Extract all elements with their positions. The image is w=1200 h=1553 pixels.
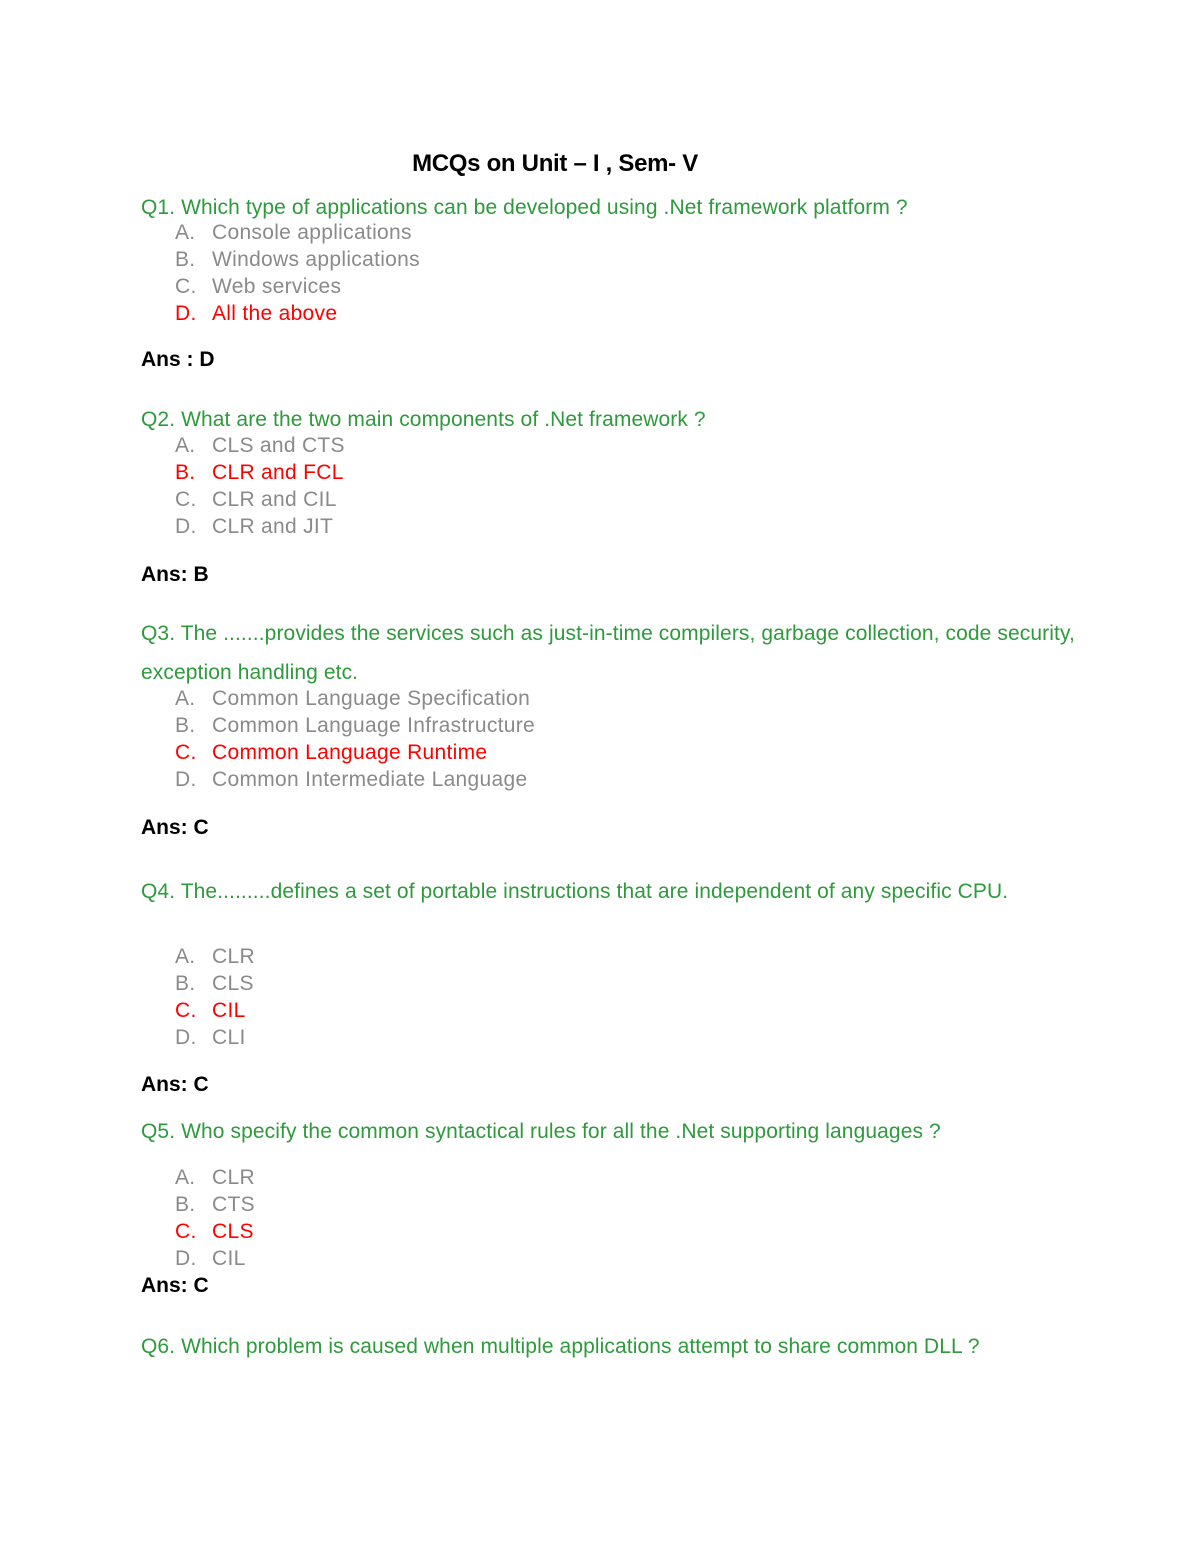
option-text: CLR <box>212 945 255 968</box>
answer-5: Ans: C <box>141 1274 209 1297</box>
option-letter: C. <box>175 488 197 511</box>
page-title: MCQs on Unit – I , Sem- V <box>412 150 698 177</box>
option-item-correct <box>175 997 255 1024</box>
option-letter: A. <box>175 434 196 457</box>
option-item <box>175 766 535 793</box>
option-text: CLR and CIL <box>212 488 337 511</box>
option-letter: B. <box>175 248 196 271</box>
option-text: CIL <box>212 999 246 1022</box>
option-letter: D. <box>175 515 197 538</box>
option-letter: D. <box>175 768 197 791</box>
option-item <box>175 685 535 712</box>
option-text: CTS <box>212 1193 255 1216</box>
option-text: Web services <box>212 275 342 298</box>
question-5-options <box>175 1164 255 1272</box>
option-text: CLI <box>212 1026 246 1049</box>
option-letter: C. <box>175 1220 197 1243</box>
option-item <box>175 1164 255 1191</box>
answer-4: Ans: C <box>141 1073 209 1096</box>
question-5-text: Q5. Who specify the common syntactical rules for all the .Net supporting languages ? <box>141 1120 941 1143</box>
option-letter: A. <box>175 1166 196 1189</box>
option-text: Common Intermediate Language <box>212 768 528 791</box>
question-1-text: Q1. Which type of applications can be developed using .Net framework platform ? <box>141 196 908 219</box>
question-3-options <box>175 685 535 793</box>
option-item <box>175 219 420 246</box>
option-text: Common Language Runtime <box>212 741 488 764</box>
option-item <box>175 1191 255 1218</box>
option-text: CLS and CTS <box>212 434 345 457</box>
option-item <box>175 1024 255 1051</box>
option-item <box>175 432 345 459</box>
option-letter: A. <box>175 221 196 244</box>
option-text: CLS <box>212 1220 254 1243</box>
option-letter: C. <box>175 999 197 1022</box>
question-3-text: Q3. The .......provides the services such as just-in-time compilers, garbage collection, code security, exception handling etc. <box>141 622 1075 684</box>
option-letter: C. <box>175 741 197 764</box>
option-text: CLR and FCL <box>212 461 344 484</box>
option-item-correct <box>175 300 420 327</box>
option-text: Common Language Infrastructure <box>212 714 536 737</box>
option-text: CLR <box>212 1166 255 1189</box>
option-text: CIL <box>212 1247 246 1270</box>
option-text: Windows applications <box>212 248 420 271</box>
answer-3: Ans: C <box>141 816 209 839</box>
option-item-correct <box>175 1218 255 1245</box>
question-1-options <box>175 219 420 327</box>
option-letter: B. <box>175 972 196 995</box>
option-item <box>175 486 345 513</box>
option-letter: D. <box>175 302 197 325</box>
option-item-correct <box>175 739 535 766</box>
option-letter: A. <box>175 687 196 710</box>
option-letter: A. <box>175 945 196 968</box>
question-6-text: Q6. Which problem is caused when multiple applications attempt to share common DLL ? <box>141 1335 980 1358</box>
option-item <box>175 970 255 997</box>
option-item <box>175 712 535 739</box>
option-item <box>175 273 420 300</box>
option-text: CLS <box>212 972 254 995</box>
option-item <box>175 1245 255 1272</box>
option-letter: B. <box>175 461 196 484</box>
question-2-text: Q2. What are the two main components of .Net framework ? <box>141 408 706 431</box>
question-4-text: Q4. The.........defines a set of portable instructions that are independent of any specific CPU. <box>141 880 1009 903</box>
option-letter: B. <box>175 714 196 737</box>
option-letter: C. <box>175 275 197 298</box>
option-letter: D. <box>175 1026 197 1049</box>
option-item <box>175 943 255 970</box>
option-letter: D. <box>175 1247 197 1270</box>
option-item-correct <box>175 459 345 486</box>
answer-1: Ans : D <box>141 348 215 371</box>
question-4-options <box>175 943 255 1051</box>
option-text: CLR and JIT <box>212 515 334 538</box>
answer-2: Ans: B <box>141 563 209 586</box>
option-item <box>175 513 345 540</box>
option-letter: B. <box>175 1193 196 1216</box>
option-item <box>175 246 420 273</box>
option-text: All the above <box>212 302 338 325</box>
question-2-options <box>175 432 345 540</box>
option-text: Common Language Specification <box>212 687 531 710</box>
option-text: Console applications <box>212 221 412 244</box>
